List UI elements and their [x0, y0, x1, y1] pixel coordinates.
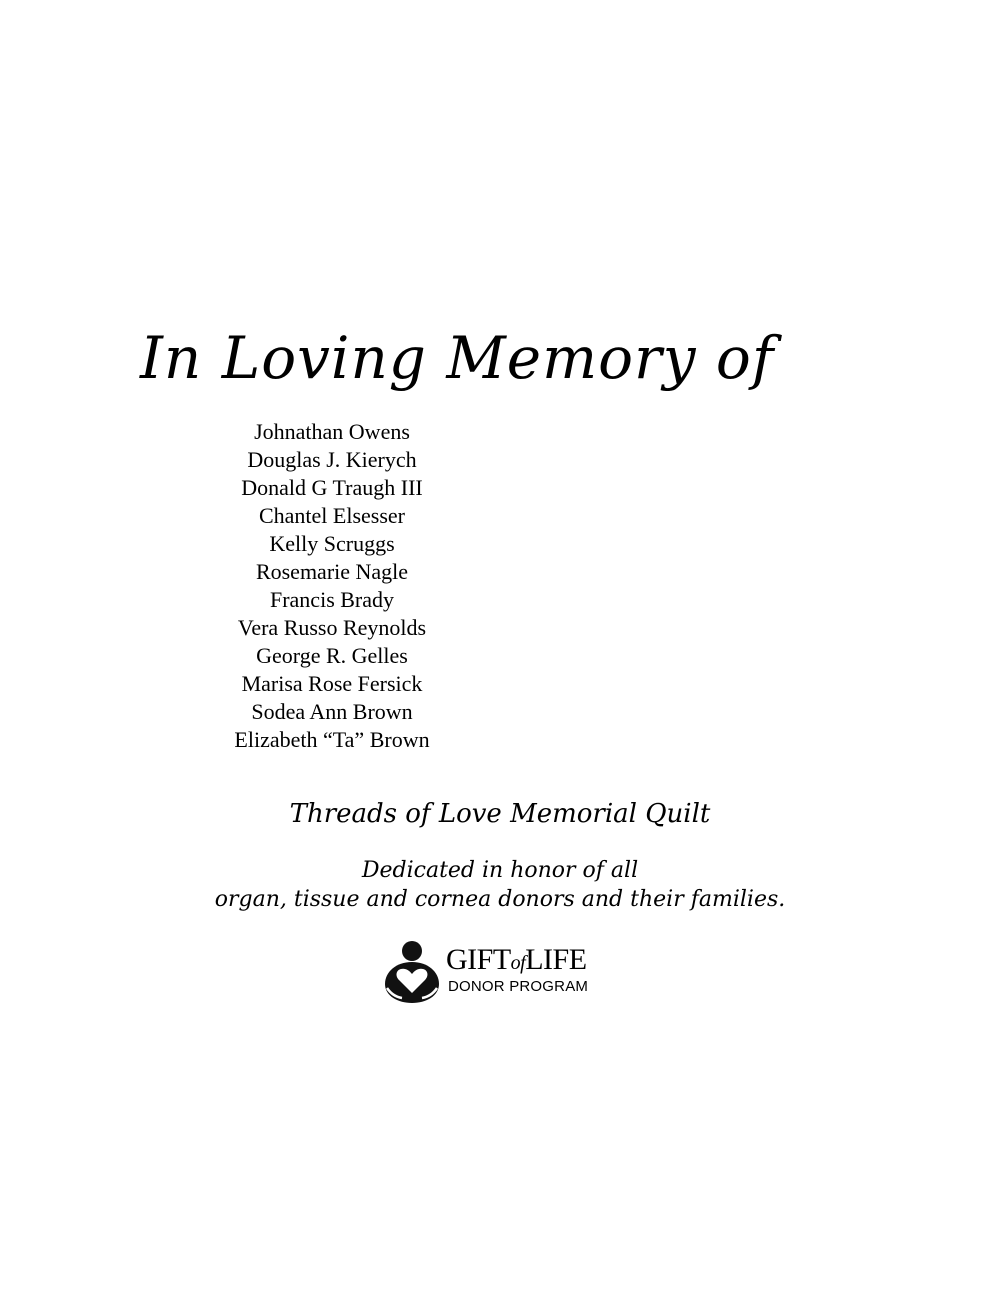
page-title: In Loving Memory of — [140, 324, 775, 392]
memorial-name: Vera Russo Reynolds — [237, 615, 427, 640]
heart-figure-icon — [382, 940, 442, 1004]
memorial-name: Sodea Ann Brown — [251, 699, 413, 724]
memorial-name: Marisa Rose Fersick — [241, 671, 423, 696]
memorial-name: Donald G Traugh III — [241, 475, 423, 500]
memorial-name: George R. Gelles — [256, 643, 408, 668]
dedication-line: Dedicated in honor of all — [361, 858, 639, 883]
logo-wordmark — [446, 944, 587, 979]
memorial-name: Douglas J. Kierych — [247, 447, 417, 472]
quilt-title: Threads of Love Memorial Quilt — [289, 799, 711, 829]
logo-life: LIFE — [525, 943, 587, 976]
memorial-name: Francis Brady — [269, 587, 395, 612]
memorial-name: Rosemarie Nagle — [255, 559, 409, 584]
memorial-name: Chantel Elsesser — [258, 503, 406, 528]
memorial-name: Kelly Scruggs — [269, 531, 395, 556]
logo-of: of — [510, 952, 526, 974]
logo-gift: GIFT — [446, 943, 511, 976]
memorial-name-list — [182, 418, 482, 754]
dedication-text — [120, 856, 880, 914]
logo-subtitle: DONOR PROGRAM — [448, 978, 589, 995]
memorial-name: Elizabeth “Ta” Brown — [234, 727, 430, 752]
gift-of-life-logo — [382, 938, 622, 1006]
dedication-line: organ, tissue and cornea donors and their families. — [214, 887, 786, 912]
memorial-name: Johnathan Owens — [254, 419, 410, 444]
